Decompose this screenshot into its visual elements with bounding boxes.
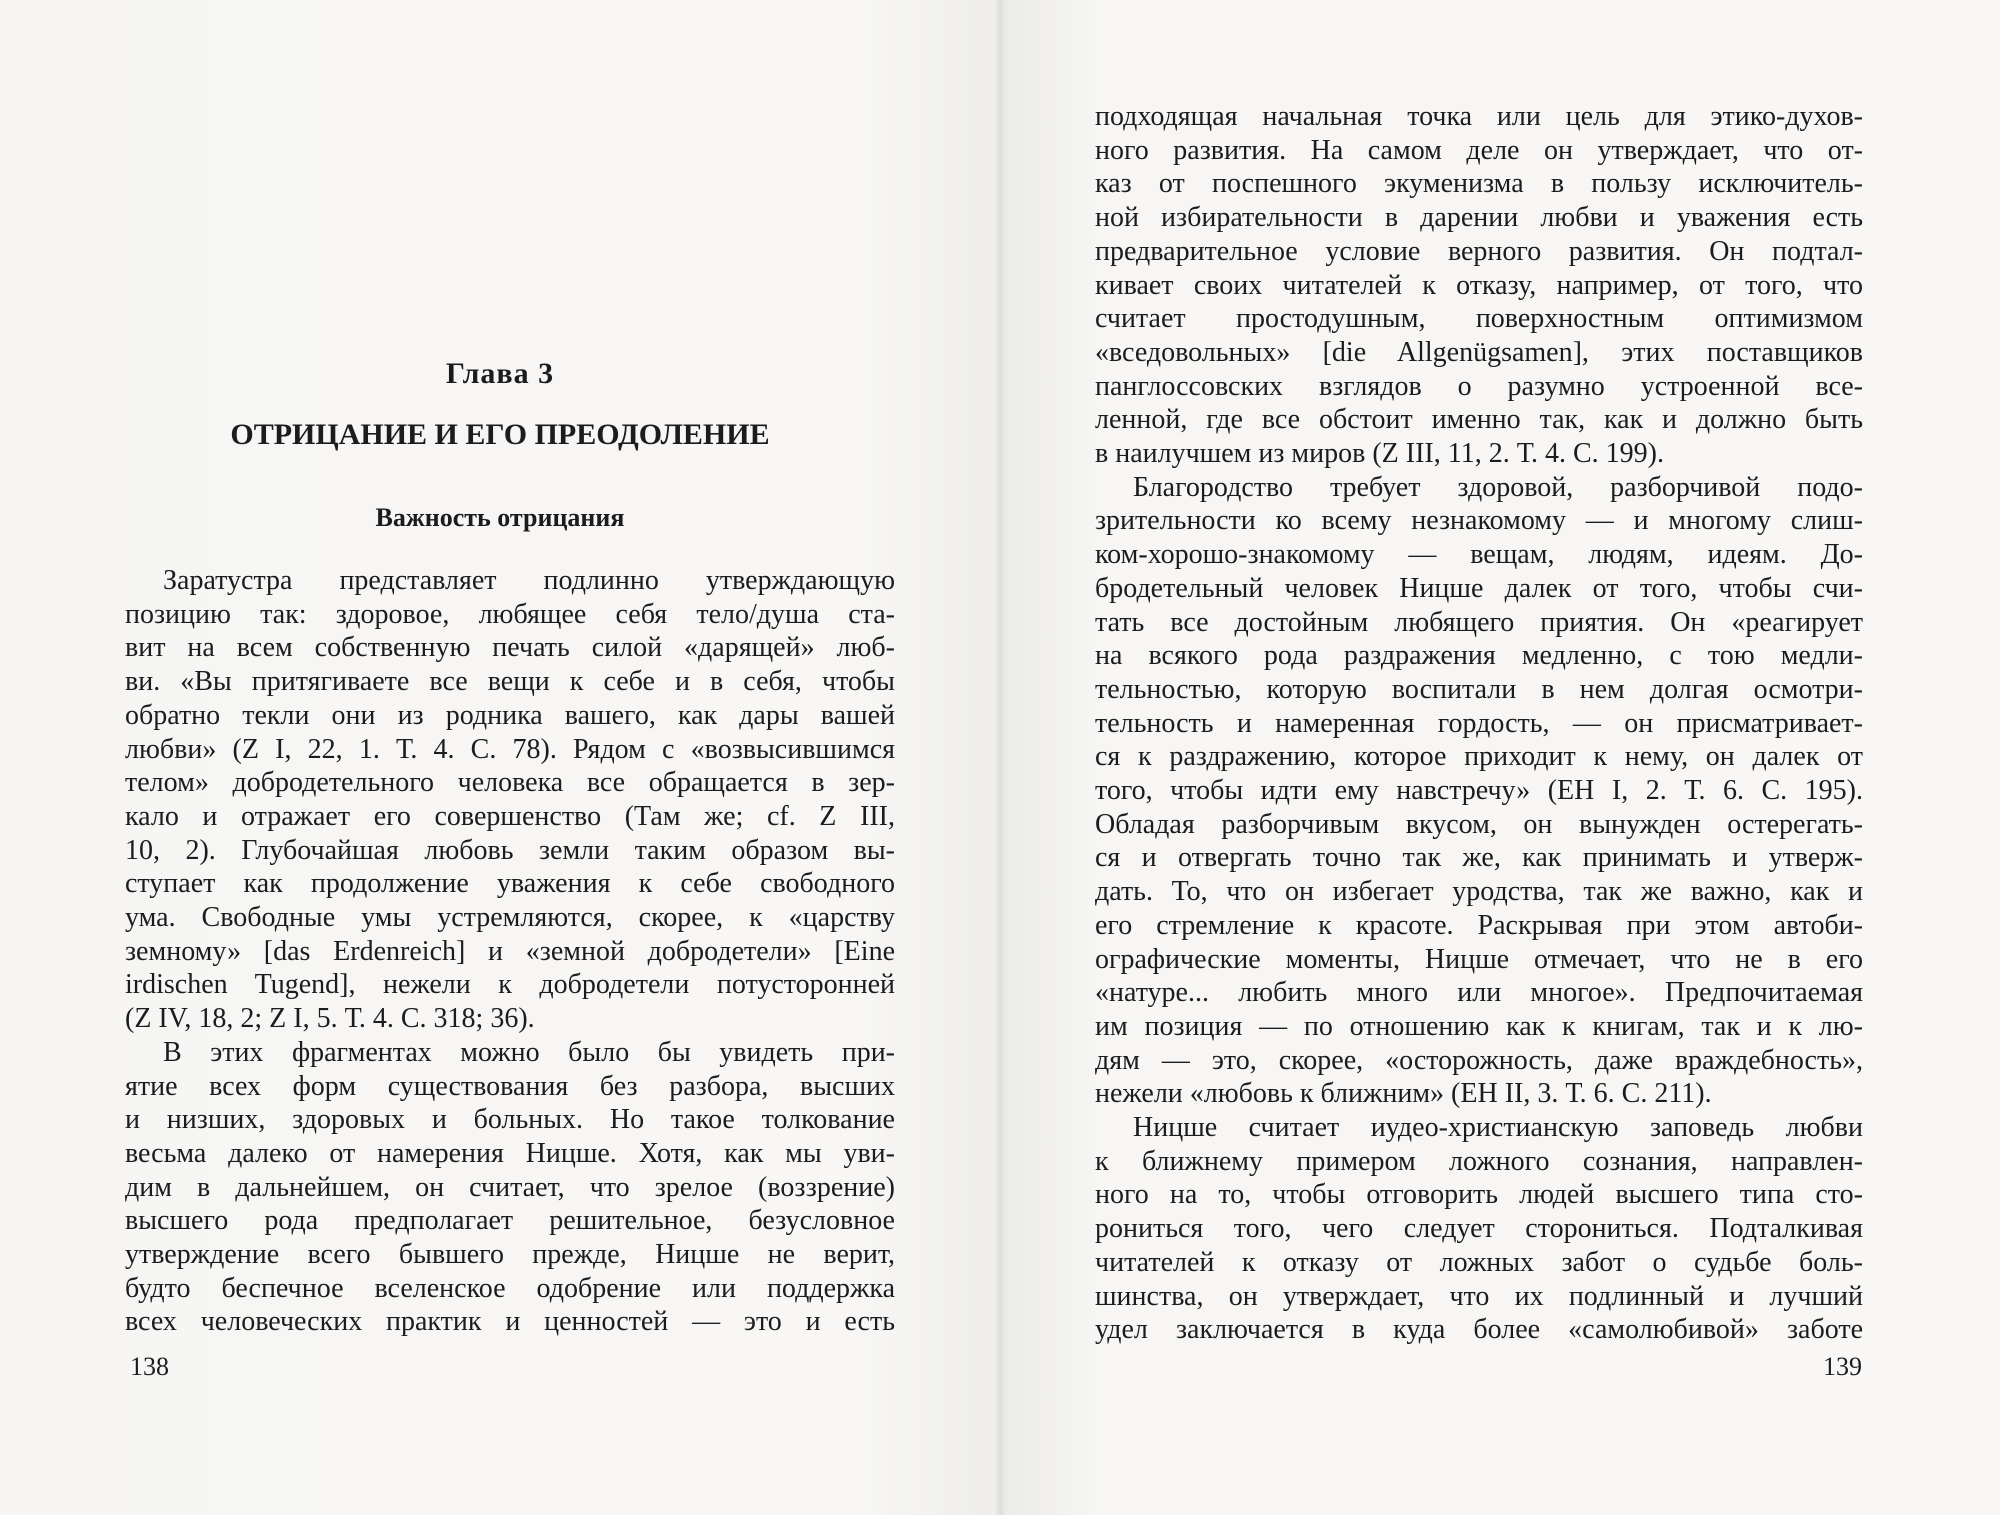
text-line: читателей к отказу от ложных забот о судьбе боль- [1095, 1246, 1863, 1278]
book-gutter [996, 0, 1004, 1515]
text-line: в наилучшем из миров (Z III, 11, 2. Т. 4. С. 199). [1095, 438, 1665, 469]
text-line: «вседовольных» [die Allgenügsamen], этих поставщиков [1095, 336, 1863, 368]
text-line: ленной, где все обстоит именно так, как и должно быть [1095, 404, 1863, 436]
text-line: на всякого рода раздражения медленно, с тою медли- [1095, 640, 1863, 672]
right-page [1000, 0, 2000, 1515]
text-line: ятие всех форм существования без разбора, высших [125, 1070, 895, 1102]
text-line: тать все достойным любящего приятия. Он «реагирует [1095, 606, 1863, 638]
page-number-left: 138 [130, 1352, 169, 1381]
text-line: шинства, он утверждает, что их подлинный и лучший [1095, 1280, 1863, 1312]
text-line: тельность и намеренная гордость, — он присматривает- [1095, 707, 1863, 739]
text-line: (Z IV, 18, 2; Z I, 5. Т. 4. С. 318; 36). [125, 1003, 535, 1035]
text-line: бродетельный человек Ницше далек от того, чтобы счи- [1095, 572, 1863, 604]
text-line: дать. То, что он избегает уродства, так же важно, как и [1095, 876, 1863, 908]
text-line: к ближнему примером ложного сознания, направлен- [1095, 1145, 1863, 1177]
text-line: телом» добродетельного человека все обращается в зер- [125, 767, 895, 799]
text-line: того, чтобы идти ему навстречу» (EH I, 2. Т. 6. С. 195). [1095, 775, 1863, 806]
text-line: дим в дальнейшем, он считает, что зрелое (воззрение) [125, 1171, 895, 1203]
text-line: считает простодушным, поверхностным оптимизмом [1095, 303, 1863, 335]
text-line: кивает своих читателей к отказу, например, от того, что [1095, 269, 1863, 301]
text-line: ума. Свободные умы устремляются, скорее, к «царству [125, 902, 895, 933]
text-line: любви» (Z I, 22, 1. Т. 4. С. 78). Рядом с «возвысившимся [125, 733, 895, 765]
text-line: Ницше считает иудео-христианскую заповедь любви [1133, 1112, 1863, 1143]
text-line: позицию так: здоровое, любящее себя тело/душа ста- [125, 598, 895, 630]
chapter-label: Глава 3 [445, 357, 555, 390]
text-line: дям — это, скорее, «осторожность, даже враждебность», [1095, 1044, 1863, 1076]
text-line: подходящая начальная точка или цель для этико-духов- [1095, 101, 1863, 132]
section-title: Важность отрицания [375, 503, 625, 532]
text-line: ся и отвергать точно так же, как принимать и утверж- [1095, 842, 1863, 874]
text-line: 10, 2). Глубочайшая любовь земли таким образом вы- [125, 834, 895, 866]
text-line: каз от поспешного экуменизма в пользу исключитель- [1095, 168, 1863, 200]
text-line: предварительное условие верного развития. Он подтал- [1095, 235, 1863, 267]
text-line: irdischen Tugend], нежели к добродетели потусторонней [125, 969, 895, 1001]
text-line: ной избирательности в дарении любви и уважения есть [1095, 202, 1863, 234]
text-line: ного на то, чтобы отговорить людей высшего типа сто- [1095, 1179, 1863, 1211]
text-line: и низших, здоровых и больных. Но такое толкование [125, 1104, 895, 1136]
text-line: «натуре... любить много или многое». Предпочитаемая [1095, 977, 1863, 1009]
text-line: ся к раздражению, которое приходит к нему, он далек от [1095, 741, 1863, 773]
text-line: всех человеческих практик и ценностей — это и есть [125, 1306, 895, 1338]
text-line: обратно текли они из родника вашего, как дары вашей [125, 699, 895, 731]
text-line: утверждение всего бывшего прежде, Ницше не верит, [125, 1239, 895, 1270]
text-line: его стремление к красоте. Раскрывая при этом автоби- [1095, 909, 1863, 941]
text-line: Благородство требует здоровой, разборчивой подо- [1133, 471, 1863, 503]
text-line: Обладая разборчивым вкусом, он вынужден остерегать- [1095, 808, 1863, 840]
text-line: земному» [das Erdenreich] и «земной добродетели» [Eine [125, 935, 895, 967]
text-line: ком-хорошо-знакомому — вещам, людям, идеям. До- [1095, 539, 1863, 571]
text-line: им позиция — по отношению как к книгам, так и к лю- [1095, 1010, 1863, 1042]
text-line: В этих фрагментах можно было бы увидеть при- [163, 1036, 895, 1068]
text-line: удел заключается в куда более «самолюбивой» заботе [1095, 1314, 1863, 1346]
text-line: будто беспечное вселенское одобрение или поддержка [125, 1272, 895, 1304]
chapter-title: ОТРИЦАНИЕ И ЕГО ПРЕОДОЛЕНИЕ [230, 418, 770, 451]
text-line: ографические моменты, Ницше отмечает, что не в его [1095, 943, 1863, 975]
text-line: ступает как продолжение уважения к себе свободного [125, 868, 895, 900]
text-line: панглоссовских взглядов о разумно устроенной все- [1095, 370, 1863, 402]
text-line: Заратустра представляет подлинно утверждающую [163, 565, 895, 596]
text-line: нежели «любовь к ближним» (EH II, 3. Т. 6. С. 211). [1095, 1078, 1712, 1110]
text-line: рониться того, чего следует сторониться. Подталкивая [1095, 1213, 1863, 1245]
text-line: ного развития. На самом деле он утверждает, что от- [1095, 134, 1863, 166]
text-line: высшего рода предполагает решительное, безусловное [125, 1205, 895, 1237]
text-line: кало и отражает его совершенство (Там же; cf. Z III, [125, 800, 895, 832]
page-number-right: 139 [1823, 1352, 1862, 1381]
text-line: тельностью, которую воспитали в нем долгая осмотри- [1095, 673, 1863, 705]
text-line: ви. «Вы притягиваете все вещи к себе и в себя, чтобы [125, 666, 895, 698]
text-line: зрительности ко всему незнакомому — и многому слиш- [1095, 505, 1863, 537]
text-line: вит на всем собственную печать силой «дарящей» люб- [125, 632, 895, 664]
text-line: весьма далеко от намерения Ницше. Хотя, как мы уви- [125, 1137, 895, 1169]
